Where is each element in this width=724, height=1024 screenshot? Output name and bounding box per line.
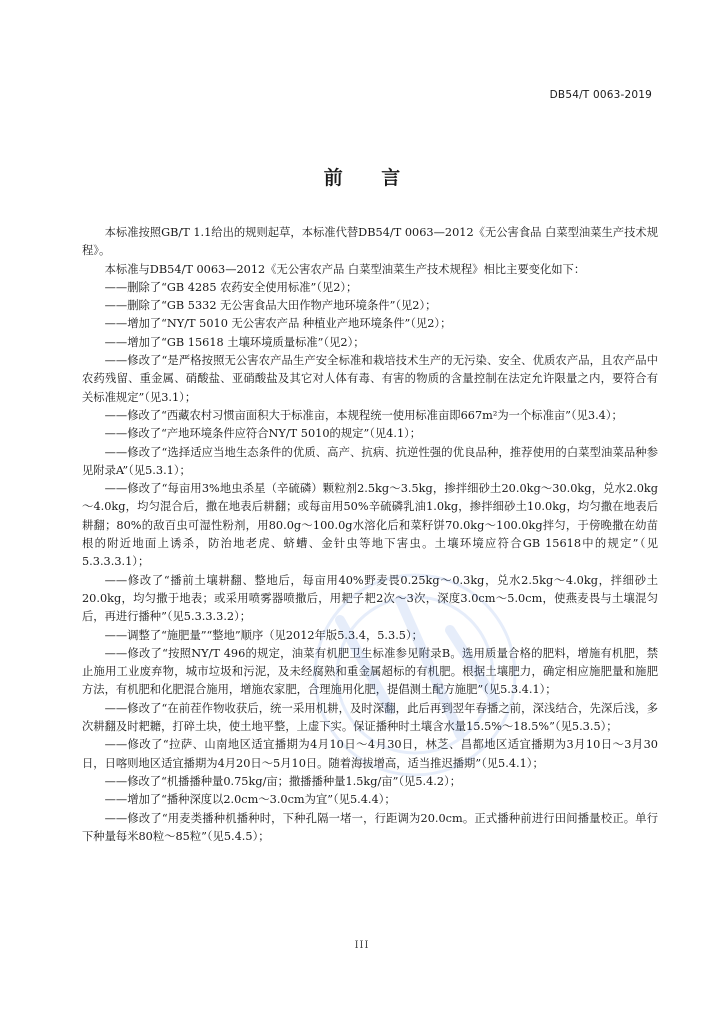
change-item: ——修改了“在前茬作物收获后，统一采用机耕，及时深翻，此后再到翌年春播之前，深浅结合，先深后浅，多次耕翻及时耙耱，打碎土块，使土地平整，上虚下实。保证播种时土壤含水量15.5%～18.5%”（见5.3.5）；	[82, 701, 658, 734]
change-item: ——修改了“选择适应当地生态条件的优质、高产、抗病、抗逆性强的优良品种，推荐使用的白菜型油菜品种参见附录A”（见5.3.1）；	[82, 445, 658, 477]
change-item: ——修改了“按照NY/T 496的规定，油菜有机肥卫生标准参见附录B。选用质量合格的肥料，增施有机肥，禁止施用工业废弃物，城市垃圾和污泥，及未经腐熟和重金属超标的有机肥。根据土壤肥力，确定相应施肥量和施肥方法，有机肥和化肥混合施用，增施农家肥，合理施用化肥，提倡测土配方施肥”（见5.3.4.1）；	[82, 646, 658, 697]
change-item: ——修改了“拉萨、山南地区适宜播期为4月10日～4月30日，林芝、昌都地区适宜播期为3月10日～3月30日，日喀则地区适宜播期为4月20日～5月10日。随着海拔增高，适当推迟播期”（见5.4.1）；	[82, 738, 658, 770]
document-code: DB54/T 0063-2019	[549, 89, 652, 101]
change-item: ——调整了“施肥量”“整地”顺序（见2012年版5.3.4，5.3.5）；	[104, 628, 423, 642]
change-item: ——增加了“GB 15618 土壤环境质量标准”（见2）；	[104, 335, 365, 349]
change-item: ——修改了“机播播种量0.75kg/亩；撒播播种量1.5kg/亩”（见5.4.2）；	[104, 774, 462, 788]
change-item: ——增加了“NY/T 5010 无公害农产品 种植业产地环境条件”（见2）；	[104, 317, 452, 331]
change-item: ——修改了“西藏农村习惯亩面积大于标准亩，本规程统一使用标准亩即667m²为一个标准亩”（见3.4）；	[104, 408, 623, 422]
change-item: ——修改了“播前土壤耕翻、整地后，每亩用40%野麦畏0.25kg～0.3kg，兑水2.5kg～4.0kg，拌细砂土20.0kg，均匀撒于地表；或采用喷雾器喷撒后，用耙子耙2次～3次，深度3.0cm～5.0cm，使燕麦畏与土壤混匀后，再进行播种”（见5.3.3.3.2）；	[82, 573, 658, 624]
paragraph: 本标准与DB54/T 0063—2012《无公害农产品 白菜型油菜生产技术规程》相比主要变化如下：	[104, 262, 586, 276]
page-number: III	[354, 940, 370, 951]
body-text	[82, 224, 658, 846]
change-item: ——修改了“用麦类播种机播种时，下种孔隔一堵一，行距调为20.0cm。正式播种前进行田间播量校正。单行下种量每米80粒～85粒”（见5.4.5）；	[82, 811, 658, 843]
change-item: ——删除了“GB 5332 无公害食品大田作物产地环境条件”（见2）；	[104, 299, 437, 313]
change-item: ——修改了“是严格按照无公害农产品生产安全标准和栽培技术生产的无污染、安全、优质农产品，且农产品中农药残留、重金属、硝酸盐、亚硝酸盐及其它对人体有毒、有害的物质的含量控制在法定允许限量之内，要符合有关标准规定”（见3.1）；	[82, 354, 658, 404]
page-title: 前 言	[323, 167, 417, 189]
change-item: ——增加了“播种深度以2.0cm～3.0cm为宜”（见5.4.4）；	[104, 793, 396, 807]
paragraph: 本标准按照GB/T 1.1给出的规则起草，本标准代替DB54/T 0063—2012《无公害食品 白菜型油菜生产技术规程》。	[82, 226, 658, 258]
change-item: ——删除了“GB 4285 农药安全使用标准”（见2）；	[104, 280, 358, 294]
change-item: ——修改了“产地环境条件应符合NY/T 5010的规定”（见4.1）；	[104, 427, 422, 441]
change-item: ——修改了“每亩用3%地虫杀星（辛硫磷）颗粒剂2.5kg～3.5kg，掺拌细砂土20.0kg～30.0kg，兑水2.0kg～4.0kg，均匀混合后，撒在地表后耕翻；或每亩用50%辛硫磷乳油1.0kg，掺拌细砂土10.0kg，均匀撒在地表后耕翻；80%的敌百虫可湿性粉剂，用80.0g～100.0g水溶化后和菜籽饼70.0kg～100.0kg拌匀，于傍晚撒在幼苗根的附近地面上诱杀，防治地老虎、蛴螬、金针虫等地下害虫。土壤环境应符合GB 15618中的规定”（见5.3.3.3.1）；	[82, 482, 658, 569]
